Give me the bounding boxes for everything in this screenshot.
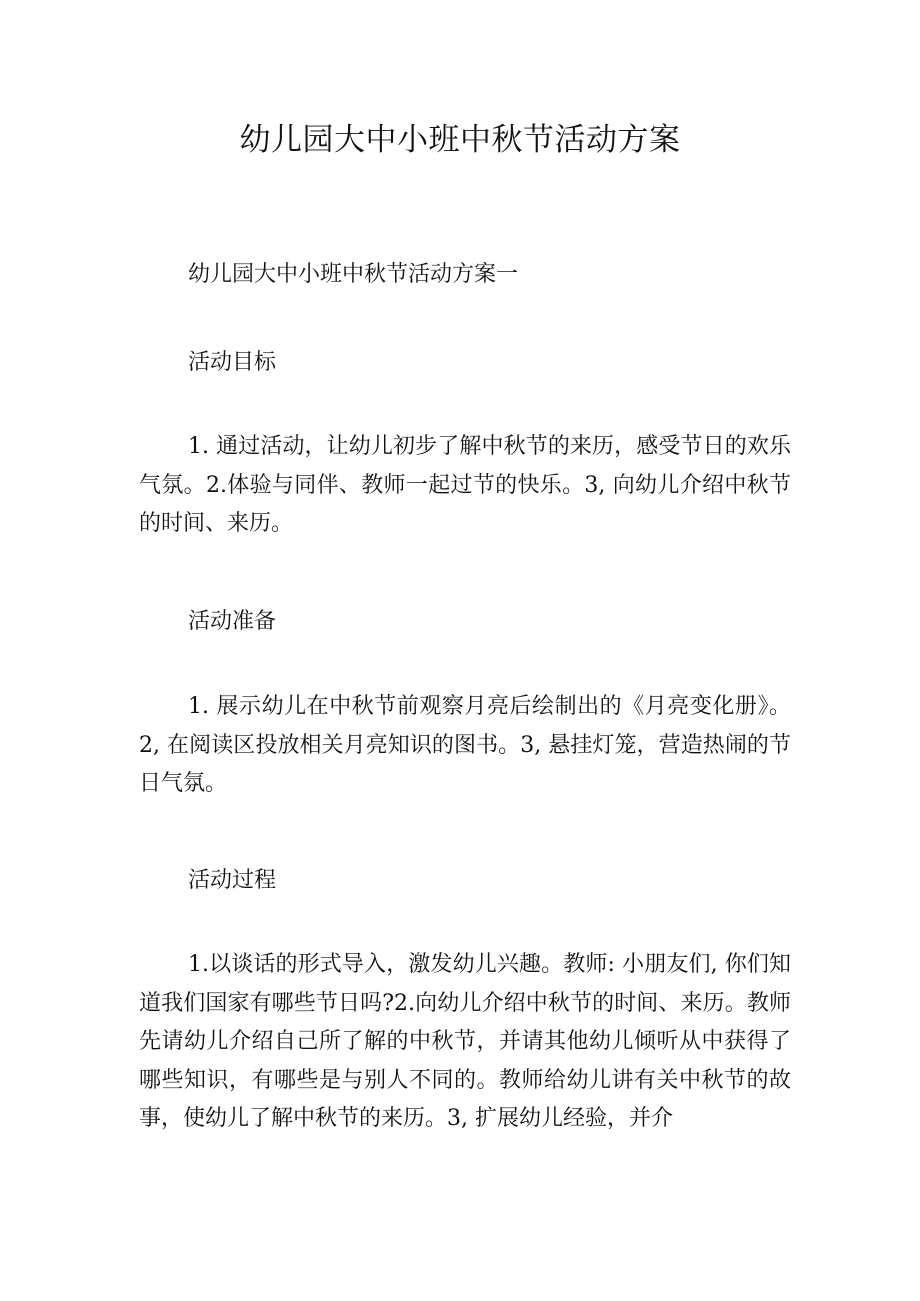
- section-heading-preparation: 活动准备: [188, 609, 277, 634]
- section-body-goals: 1. 通过活动，让幼儿初步了解中秋节的来历，感受节日的欢乐气氛。2.体验与同伴、教师一起过节的快乐。3, 向幼儿介绍中秋节的时间、来历。: [139, 434, 791, 537]
- section-heading-process: 活动过程: [188, 868, 277, 893]
- section-body-process: 1.以谈话的形式导入，激发幼儿兴趣。教师: 小朋友们, 你们知道我们国家有哪些节日吗?2.向幼儿介绍中秋节的时间、来历。教师先请幼儿介绍自己所了解的中秋节，并请其他幼儿倾听从中获得了哪些知识，有哪些是与别人不同的。教师给幼儿讲有关中秋节的故事，使幼儿了解中秋节的来历。3, 扩展幼儿经验，并介: [139, 952, 791, 1132]
- section-heading-goals: 活动目标: [188, 350, 277, 375]
- document-title: 幼儿园大中小班中秋节活动方案: [239, 122, 681, 158]
- section-body-preparation: 1. 展示幼儿在中秋节前观察月亮后绘制出的《月亮变化册》。2, 在阅读区投放相关月亮知识的图书。3, 悬挂灯笼，营造热闹的节日气氛。: [139, 694, 791, 797]
- plan-subtitle: 幼儿园大中小班中秋节活动方案一: [188, 262, 519, 287]
